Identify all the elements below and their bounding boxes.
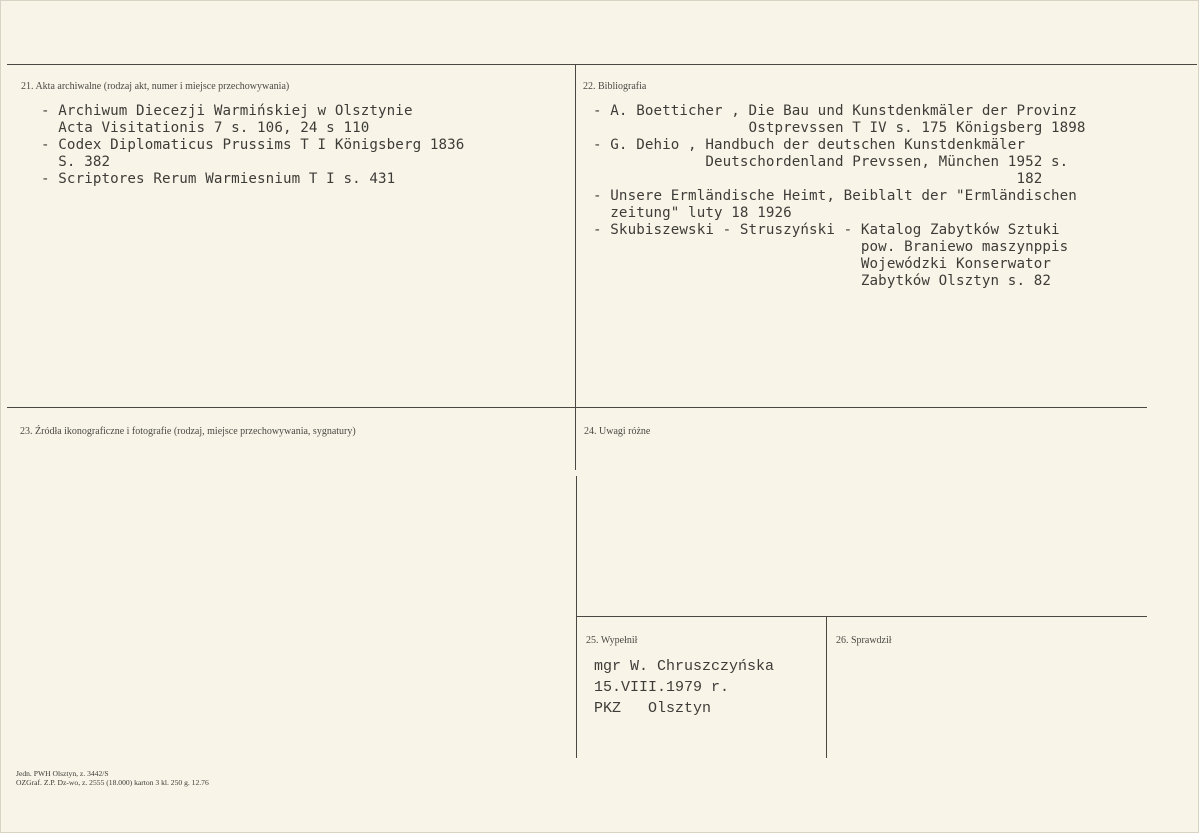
signature-divider [826, 617, 827, 758]
imprint-line-2: OZGraf. Z.P. Dz-wo, z. 2555 (18.000) karton 3 kl. 250 g. 12.76 [16, 778, 209, 787]
filled-by-heading: 25. Wypełnił [586, 635, 638, 646]
middle-rule [7, 407, 1147, 408]
checked-by-heading: 26. Sprawdził [836, 635, 892, 646]
archival-records-heading: 21. Akta archiwalne (rodzaj akt, numer i miejsce przechowywania) [21, 81, 290, 92]
archival-records-text: - Archiwum Diecezji Warmińskiej w Olsztynie Acta Visitationis 7 s. 106, 24 s 110 - Codex Diplomaticus Prussims T I Königsberg 1836 S. 382 - Scriptores Rerum Warmiesnium T I s. 431 [41, 103, 465, 187]
signature-rule [576, 616, 1147, 617]
top-rule [7, 64, 1197, 65]
remarks-heading: 24. Uwagi różne [584, 426, 651, 437]
center-divider-upper [575, 64, 576, 409]
center-divider-lower [576, 476, 577, 758]
iconographic-sources-heading: 23. Źródła ikonograficzne i fotografie (rodzaj, miejsce przechowywania, sygnatury) [20, 426, 356, 437]
filled-by-text: mgr W. Chruszczyńska 15.VIII.1979 r. PKZ Olsztyn [594, 658, 775, 717]
bibliography-heading: 22. Bibliografia [583, 81, 647, 92]
center-divider-mid [575, 409, 576, 470]
bibliography-text: - A. Boetticher , Die Bau und Kunstdenkmäler der Provinz Ostprevssen T IV s. 175 Königsberg 1898 - G. Dehio , Handbuch der deutschen Kunstdenkmäler Deutschordenland Prevssen, München 1952 s. 182 - Unsere Ermländische Heimt, Beiblalt der "Ermländischen zeitung" luty 18 1926 - Skubiszewski - Struszyński - Katalog Zabytków Sztuki pow. Braniewo maszynppis Wojewódzki Konserwator Zabytków Olsztyn s. 82 [593, 103, 1086, 289]
imprint-line-1: Jedn. PWH Olsztyn, z. 3442/S [16, 769, 109, 778]
